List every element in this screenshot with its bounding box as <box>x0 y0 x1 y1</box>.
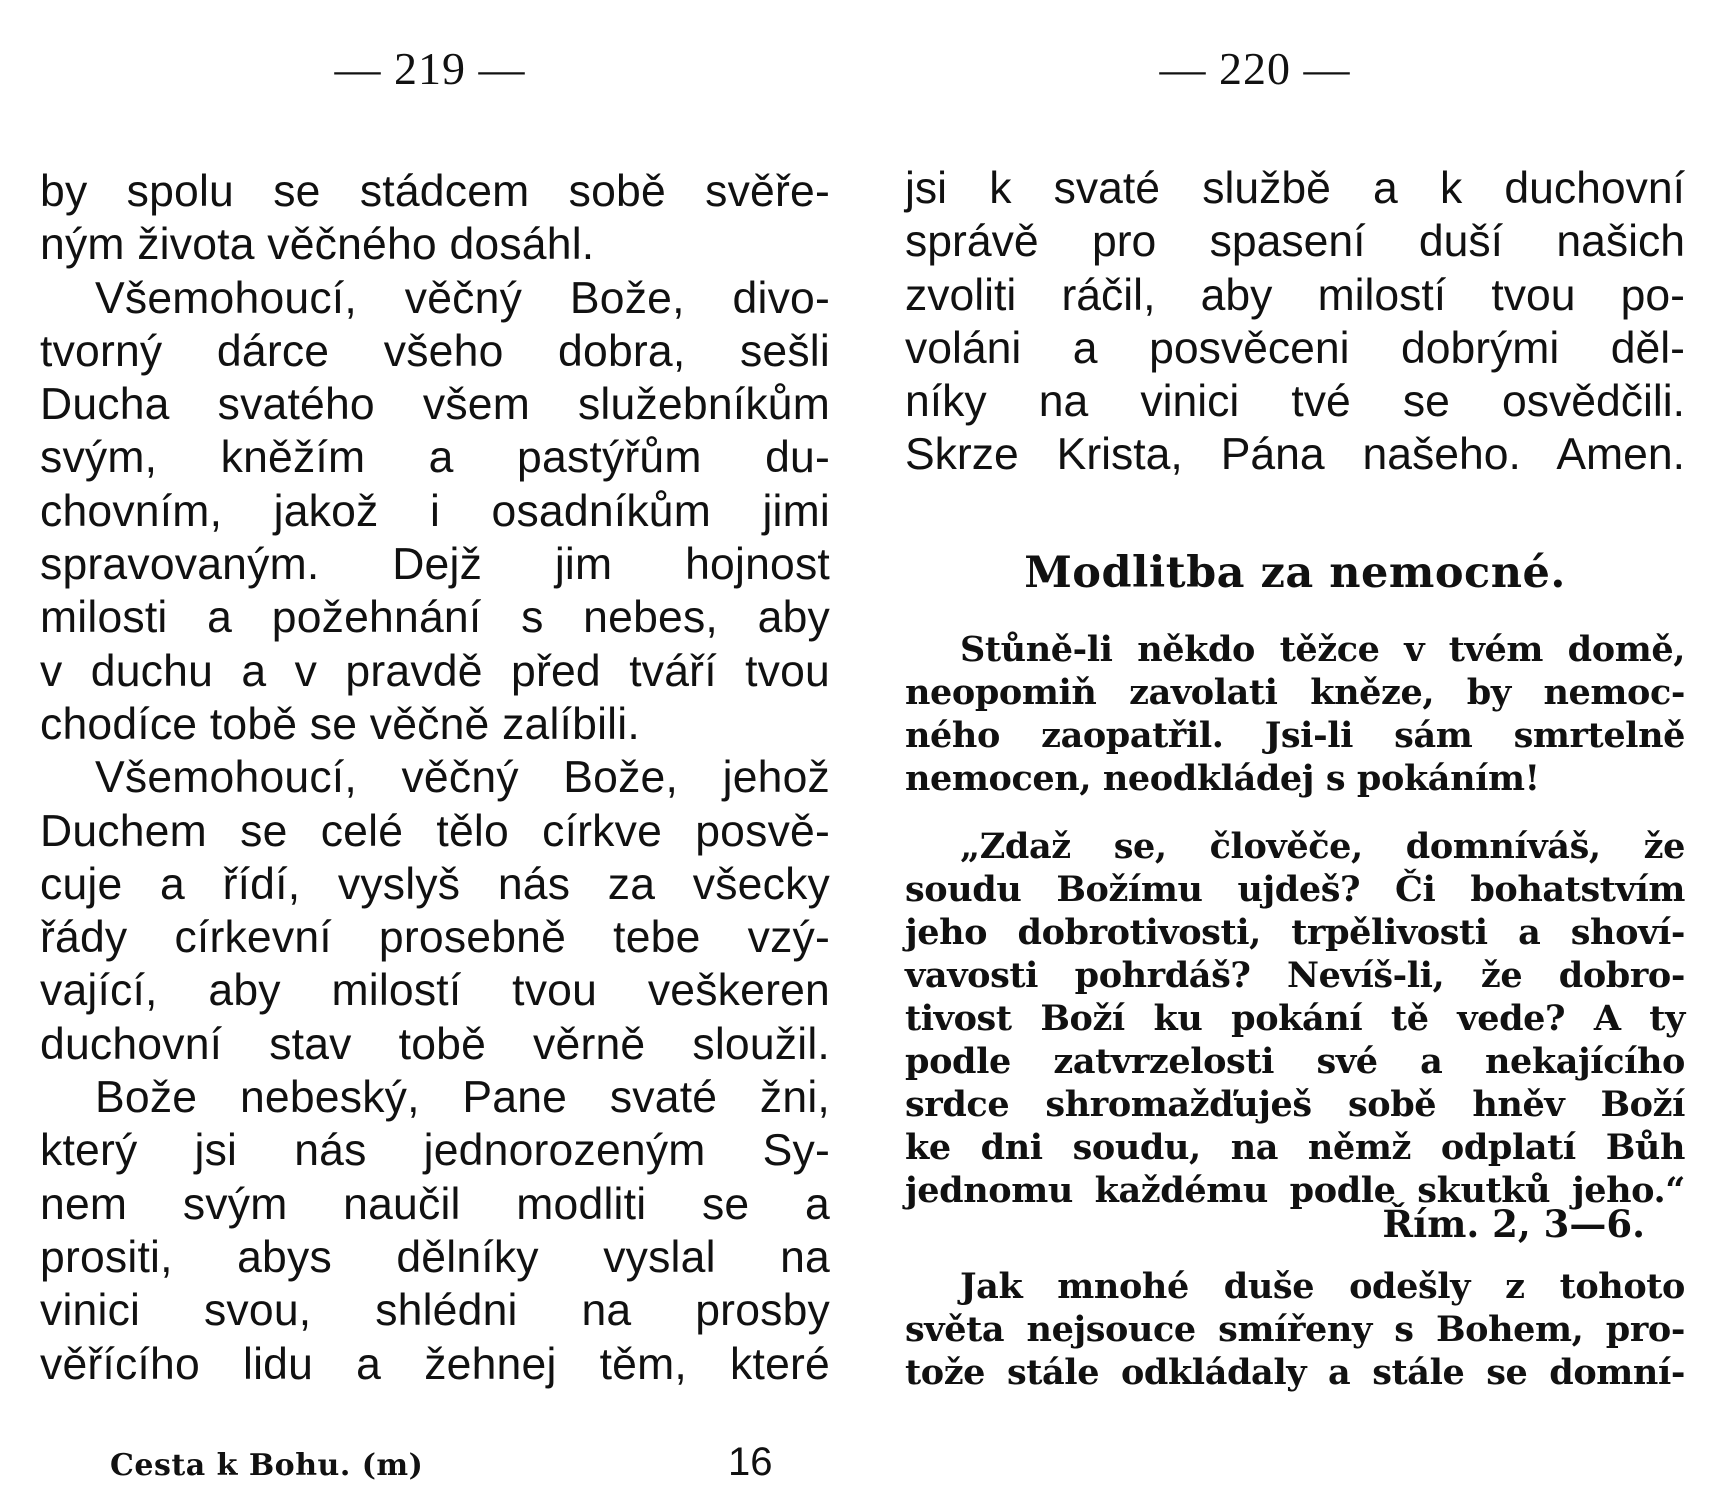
text-line: duchovní stav tobě věrně sloužil. <box>40 1019 830 1069</box>
right-page-continuation <box>905 162 1685 482</box>
text-line: v duchu a v pravdě před tváří tvou <box>40 646 830 696</box>
text-line: věřícího lidu a žehnej těm, které <box>40 1339 830 1389</box>
text-line: spravovaným. Dejž jim hojnost <box>40 540 830 590</box>
text-line: voláni a posvěceni dobrými děl- <box>905 323 1685 373</box>
text-line: jednomu každému podle skutků jeho.“ <box>905 1170 1685 1211</box>
text-line: by spolu se stádcem sobě svěře- <box>40 167 830 216</box>
text-line: řády církevní prosebně tebe vzý- <box>40 913 830 963</box>
text-line: Jak mnohé duše odešly z tohoto <box>960 1266 1685 1307</box>
left-page-body <box>40 165 830 1391</box>
section-heading: Modlitba za nemocné. <box>1024 548 1566 598</box>
text-line: jeho dobrotivosti, trpělivosti a shoví- <box>905 912 1685 953</box>
page-number-left: — 219 — <box>334 43 526 94</box>
text-line: Bože nebeský, Pane svaté žni, <box>95 1073 830 1123</box>
text-line: milosti a požehnání s nebes, aby <box>40 593 830 643</box>
text-line: nem svým naučil modliti se a <box>40 1179 830 1229</box>
text-line: ke dni soudu, na němž odplatí Bůh <box>905 1127 1685 1168</box>
text-line: Všemohoucí, věčný Bože, jehož <box>95 753 830 803</box>
text-line: cuje a řídí, vyslyš nás za všecky <box>40 859 830 909</box>
text-line: Duchem se celé tělo církve posvě- <box>40 806 830 856</box>
text-line: světa nejsouce smířeny s Bohem, pro- <box>905 1309 1685 1350</box>
text-line: soudu Božímu ujdeš? Či bohatstvím <box>905 869 1685 910</box>
text-line: tivost Boží ku pokání tě vede? A ty <box>905 998 1685 1039</box>
text-line: tože stále odkládaly a stále se domní- <box>905 1352 1685 1393</box>
closing-paragraph <box>905 1265 1685 1394</box>
text-line: který jsi nás jednorozeným Sy- <box>40 1126 830 1176</box>
text-line: tvorný dárce všeho dobra, sešli <box>40 326 830 376</box>
text-line: zvoliti ráčil, aby milostí tvou po- <box>905 270 1685 320</box>
text-line: jsi k svaté službě a k duchovní <box>905 164 1685 213</box>
text-line: svým, kněžím a pastýřům du- <box>40 433 830 483</box>
text-line: „Zdaž se, člověče, domníváš, že <box>960 826 1685 867</box>
text-line: nemocen, neodkládej s pokáním! <box>905 758 1540 799</box>
scripture-citation: Řím. 2, 3—6. <box>1382 1202 1645 1246</box>
text-line: správě pro spasení duší našich <box>905 217 1685 267</box>
text-line: ného zaopatřil. Jsi-li sám smrtelně <box>905 715 1685 756</box>
text-line: Stůně-li někdo těžce v tvém domě, <box>960 629 1685 670</box>
text-line: prositi, abys dělníky vyslal na <box>40 1232 830 1282</box>
text-line: vající, aby milostí tvou veškeren <box>40 966 830 1016</box>
text-line: níky na vinici tvé se osvědčili. <box>905 377 1685 427</box>
text-line: srdce shromažďuješ sobě hněv Boží <box>905 1084 1685 1125</box>
text-line: chodíce tobě se věčně zalíbili. <box>40 699 640 749</box>
text-line: Všemohoucí, věčný Bože, divo- <box>95 273 830 323</box>
text-line: ným života věčného dosáhl. <box>40 220 595 270</box>
text-line: Ducha svatého všem služebníkům <box>40 380 830 430</box>
page-number-right: — 220 — <box>1159 43 1351 94</box>
text-line: vinici svou, shlédni na prosby <box>40 1286 830 1336</box>
scripture-quote <box>905 825 1685 1212</box>
text-line: vavosti pohrdáš? Nevíš-li, že dobro- <box>905 955 1685 996</box>
text-line: podle zatvrzelosti své a nekajícího <box>905 1041 1685 1082</box>
intro-paragraph <box>905 628 1685 800</box>
footer-sheet-number: 16 <box>728 1440 773 1484</box>
text-line: Skrze Krista, Pána našeho. Amen. <box>905 430 1685 480</box>
footer-signature: Cesta k Bohu. (m) <box>110 1448 424 1483</box>
text-line: neopomiň zavolati kněze, by nemoc- <box>905 672 1685 713</box>
text-line: chovním, jakož i osadníkům jimi <box>40 486 830 536</box>
